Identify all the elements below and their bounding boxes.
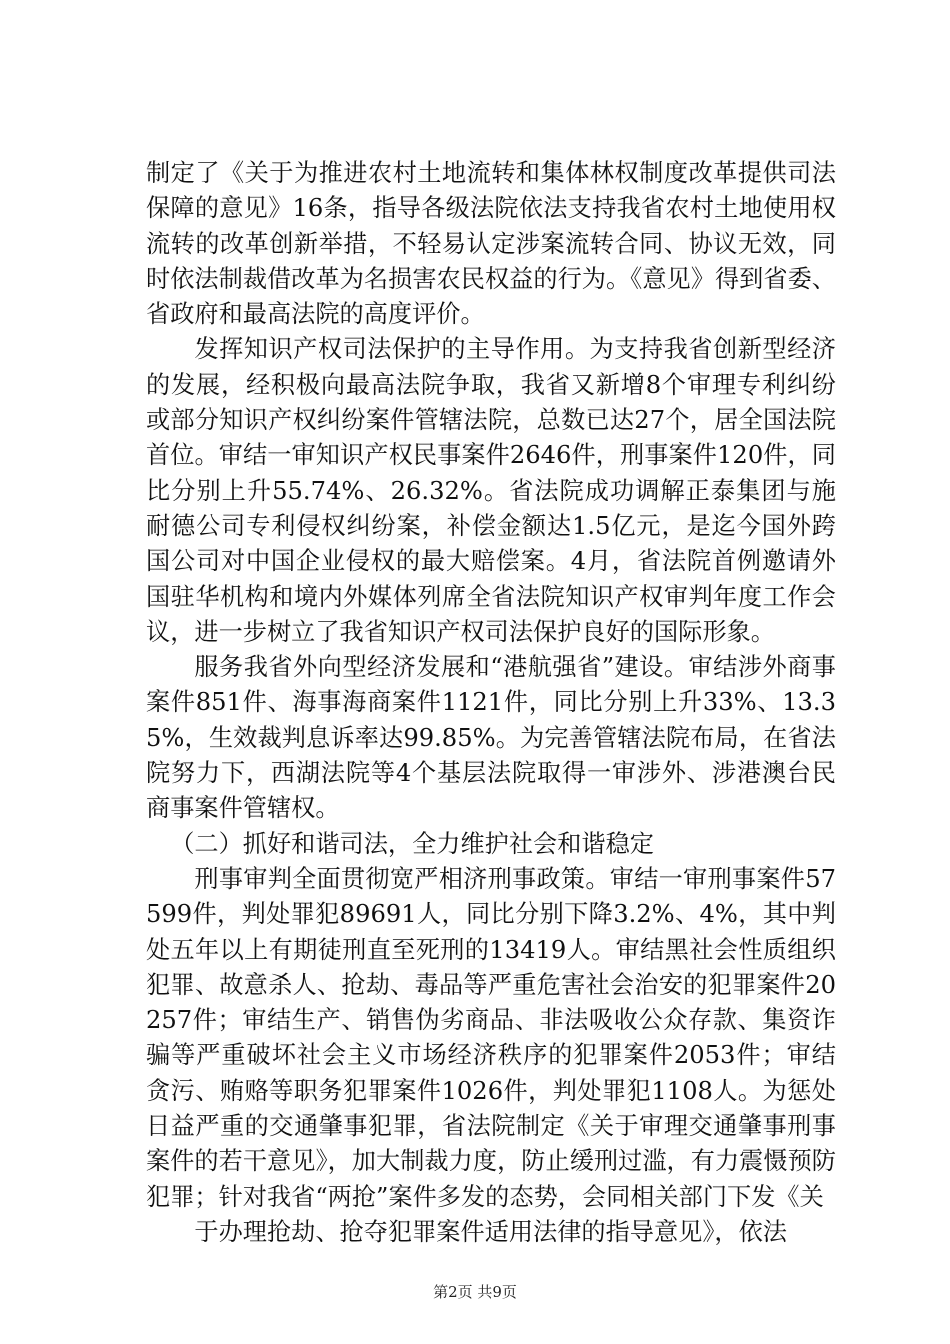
paragraph-robbery-guidance: 于办理抢劫、抢夺犯罪案件适用法律的指导意见》，依法 (194, 1217, 787, 1246)
paragraph-criminal-trial: 刑事审判全面贯彻宽严相济刑事政策。审结一审刑事案件57599件，判处罪犯89691人，同比分别下降3.2%、4%，其中判处五年以上有期徒刑直至死刑的13419人。审结黑社会性质组织犯罪、故意杀人、抢劫、毒品等严重危害社会治安的犯罪案件20257件；审结生产、销售伪劣商品、非法吸收公众存款、集资诈骗等严重破坏社会主义市场经济秩序的犯罪案件2053件；审结贪污、贿赂等职务犯罪案件1026件，判处罪犯1108人。为惩处日益严重的交通肇事犯罪，省法院制定《关于审理交通肇事刑事案件的若干意见》，加大制裁力度，防止缓刑过滥，有力震慑预防犯罪；针对我省“两抢”案件多发的态势，会同相关部门下发《关 (146, 864, 836, 1211)
document-body (146, 156, 836, 1250)
page-number: 第2页 共9页 (433, 1283, 517, 1301)
section-heading: （二）抓好和谐司法，全力维护社会和谐稳定 (170, 829, 654, 858)
paragraph-intellectual-property: 发挥知识产权司法保护的主导作用。为支持我省创新型经济的发展，经积极向最高法院争取，我省又新增8个审理专利纠纷或部分知识产权纠纷案件管辖法院，总数已达27个，居全国法院首位。审结一审知识产权民事案件2646件，刑事案件120件，同比分别上升55.74%、26.32%。省法院成功调解正泰集团与施耐德公司专利侵权纠纷案，补偿金额达1.5亿元，是迄今国外跨国公司对中国企业侵权的最大赔偿案。4月，省法院首例邀请外国驻华机构和境内外媒体列席全省法院知识产权审判年度工作会议，进一步树立了我省知识产权司法保护良好的国际形象。 (146, 335, 836, 646)
paragraph-foreign-economy: 服务我省外向型经济发展和“港航强省”建设。审结涉外商事案件851件、海事海商案件1121件，同比分别上升33%、13.35%，生效裁判息诉率达99.85%。为完善管辖法院布局，在省法院努力下，西湖法院等4个基层法院取得一审涉外、涉港澳台民商事案件管辖权。 (146, 653, 836, 823)
paragraph-land-transfer: 制定了《关于为推进农村土地流转和集体林权制度改革提供司法保障的意见》16条，指导各级法院依法支持我省农村土地使用权流转的改革创新举措，不轻易认定涉案流转合同、协议无效，同时依法制裁借改革为名损害农民权益的行为。《意见》得到省委、省政府和最高法院的高度评价。 (146, 159, 836, 329)
